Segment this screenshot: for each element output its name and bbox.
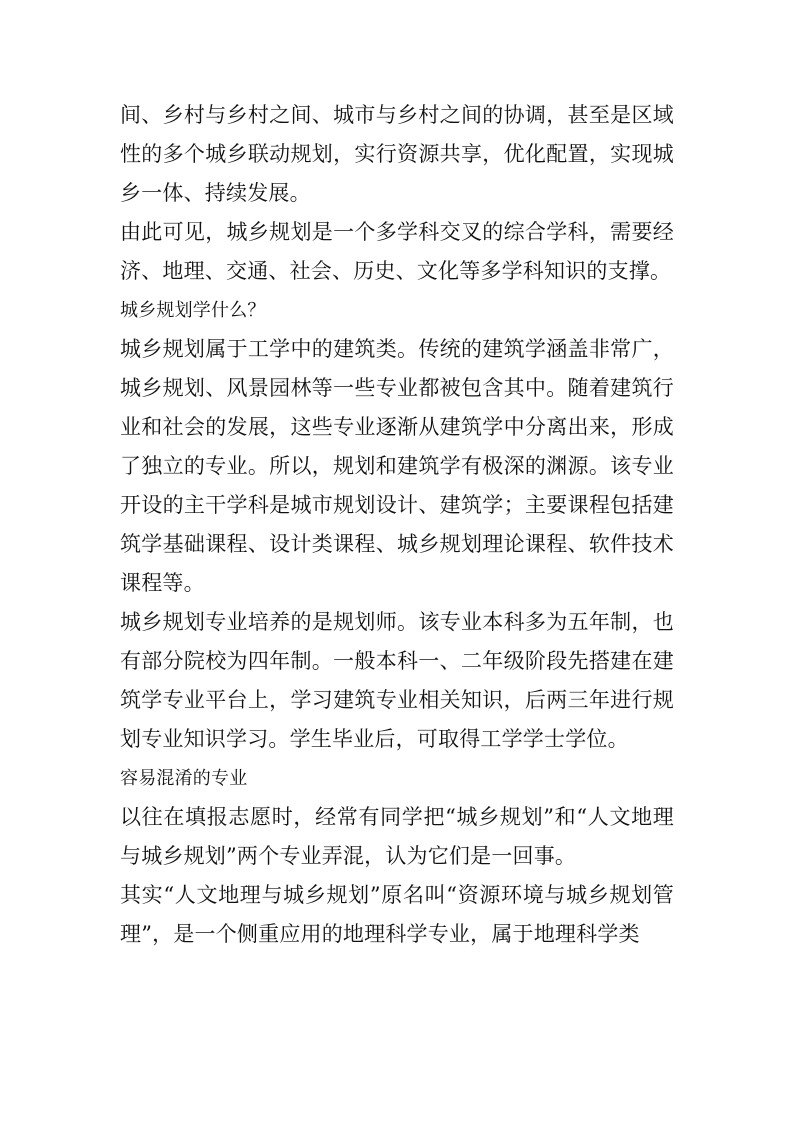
paragraph-application-confusion: 以往在填报志愿时，经常有同学把“城乡规划”和“人文地理与城乡规划”两个专业弄混，认为它们是一回事。 (120, 805, 674, 868)
section-heading-confusing-majors: 容易混淆的专业 (120, 768, 248, 789)
paragraph-planner-training: 城乡规划专业培养的是规划师。该专业本科多为五年制，也有部分院校为四年制。一般本科一、二年级阶段先搭建在建筑学专业平台上，学习建筑专业相关知识，后两三年进行规划专业知识学习。学生毕业后，可取得工学学士学位。 (120, 610, 674, 751)
document-body (120, 96, 674, 954)
paragraph-multidisciplinary: 由此可见，城乡规划是一个多学科交叉的综合学科，需要经济、地理、交通、社会、历史、文化等多学科知识的支撑。 (120, 220, 674, 283)
section-heading-what-to-study: 城乡规划学什么？ (120, 300, 266, 321)
paragraph-human-geography: 其实“人文地理与城乡规划”原名叫“资源环境与城乡规划管理”，是一个侧重应用的地理科学专业，属于地理科学类 (120, 883, 674, 946)
paragraph-regional-coordination: 间、乡村与乡村之间、城市与乡村之间的协调，甚至是区域性的多个城乡联动规划，实行资源共享，优化配置，实现城乡一体、持续发展。 (120, 103, 674, 205)
paragraph-engineering-architecture: 城乡规划属于工学中的建筑类。传统的建筑学涵盖非常广，城乡规划、风景园林等一些专业都被包含其中。随着建筑行业和社会的发展，这些专业逐渐从建筑学中分离出来，形成了独立的专业。所以，规划和建筑学有极深的渊源。该专业开设的主干学科是城市规划设计、建筑学；主要课程包括建筑学基础课程、设计类课程、城乡规划理论课程、软件技术课程等。 (120, 337, 674, 595)
